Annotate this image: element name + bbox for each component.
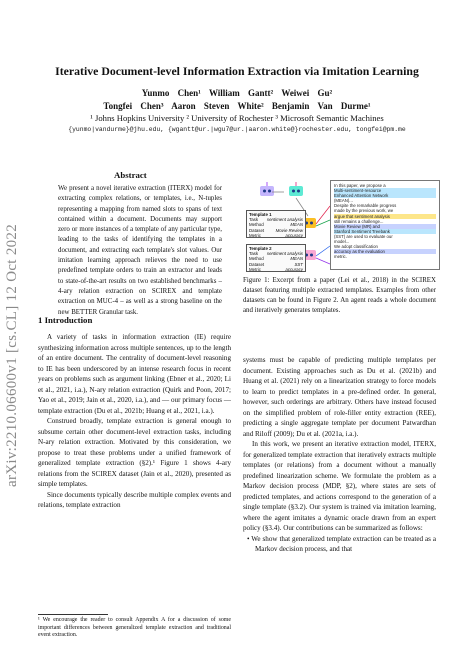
document-excerpt xyxy=(330,180,440,270)
paragraph: Since documents typically describe multiple complex events and relations, template extraction xyxy=(38,490,231,509)
doc-line: accuracy as the evaluation xyxy=(334,249,436,254)
arxiv-identifier: arXiv:2210.06600v1 [cs.CL] 12 Oct 2022 xyxy=(4,223,21,487)
template-row: Dataset SST xyxy=(249,261,303,267)
paragraph: In this work, we present an iterative extraction model, ITERX, for generalized template extraction that iteratively extracts multiple templates (or relations) from a document without a manually predefined linearization scheme. We formulate the problem as a Markov decision process (MDP, §2), where states are sets of predicted templates, and actions correspond to the generation of a single template (§3.2). Our system is trained via imitation learning, where the agent imitates a dynamic oracle drawn from an expert policy (§3.4). Our contributions can be summarized as follows: xyxy=(243,440,436,532)
doc-line: Despite the remarkable progress xyxy=(334,203,397,209)
template-row: Task sentiment analysis xyxy=(249,217,303,223)
template-row: Metric accuracy xyxy=(249,266,303,272)
robot-icon xyxy=(289,182,303,196)
abstract-text: We present a novel iterative extraction (ITERX) model for extracting complex relations, or templates, i.e., N-tuples representing a mapping from named slots to spans of text contained within a document. Documents may support zero or more instances of a template of any particular type, leading to the tasks of identifying the templates in a document, and extracting each template's slot values. Our imitation learning approach relieves the need to use predefined template orders to train an extractor and leads to state-of-the-art results on two established benchmarks – 4-ary relation extraction on SCIREX and template extraction on MUC-4 – as well as a strong baseline on the new BETTER Granular task. xyxy=(58,185,222,316)
template-row: Metric accuracy xyxy=(249,232,303,238)
paragraph: Construed broadly, template extraction is general enough to subsume certain other document-level extraction tasks, including N-ary relation extraction. Motivated by this consideration, we propose to treat these problems under a unified framework of generalized template extraction (§2).¹ Figure 1 shows 4-ary relations from the SCIREX dataset (Jain et al., 2020), presented as simple templates. xyxy=(38,417,231,488)
contribution-bullet: • We show that generalized template extraction can be treated as a Markov decision process, and that xyxy=(247,534,436,553)
affiliations: ¹ Johns Hopkins University ² University of Rochester ³ Microsoft Semantic Machines xyxy=(90,113,384,123)
doc-line: made by the previous work, we xyxy=(334,208,394,214)
template-1-card xyxy=(246,210,306,238)
doc-line: We adopt classification xyxy=(334,244,378,250)
arrow xyxy=(316,258,330,264)
doc-line: (SST) are used to evaluate our xyxy=(334,233,393,239)
paragraph: A variety of tasks in information extraction (IE) require synthesizing information across multiple sentences, up to the length of an entire document. The centrality of document-level reasoning to IE has been underscored by an intense research focus in recent years on problems such as argument linking (Ebner et al., 2020; Li et al., 2021, i.a.), N-ary relation extraction (Quirk and Poon, 2017; Yao et al., 2019; Jain et al., 2020, i.a.), and — our primary focus — template extraction (Du et al., 2021b; Huang et al., 2021, i.a.). xyxy=(38,333,231,415)
footnote-rule xyxy=(38,614,108,615)
doc-line: argue that sentiment analysis xyxy=(334,214,436,219)
authors-line-1: Yunmo Chen¹ William Gantt² Weiwei Gu² xyxy=(141,88,333,98)
doc-line: Multi-sentiment-resource xyxy=(334,188,436,193)
doc-line: Movie Review (MR) and xyxy=(334,224,436,229)
doc-line: still remains a challenge... xyxy=(334,218,384,224)
template-row: Task sentiment analysis xyxy=(249,251,303,257)
doc-line: Stanford Sentiment Treebank xyxy=(334,229,436,234)
authors-line-2: Tongfei Chen³ Aaron Steven White² Benjamin Van Durme¹ xyxy=(103,101,371,111)
left-column-body xyxy=(38,332,231,511)
template-row: Dataset Movie Review xyxy=(249,227,303,233)
author-emails: {yunmo|vandurme}@jhu.edu, {wgantt@ur.|wgu7@ur.|aaron.white@}rochester.edu, tongfei@pm.me xyxy=(68,126,406,133)
doc-line: (MEAN)... xyxy=(334,198,353,204)
paper-title: Iterative Document-level Information Extraction via Imitation Learning xyxy=(55,64,419,78)
doc-line: Enhanced Attention Network xyxy=(334,193,436,198)
right-column-body xyxy=(243,355,436,555)
doc-line: metric. xyxy=(334,254,347,260)
doc-line: model... xyxy=(334,239,350,245)
section-heading-introduction: 1 Introduction xyxy=(38,315,93,325)
arrow xyxy=(316,246,330,256)
template-row: Method MEAN xyxy=(249,256,303,262)
template-1-title: Template 1 xyxy=(249,212,272,217)
figure-1-caption: Figure 1: Excerpt from a paper (Lei et al., 2018) in the SCIREX dataset featuring multiple extracted templates. Examples from other datasets can be found in Figure 2. An agent reads a whole document and iteratively generates templates. xyxy=(243,277,436,314)
paragraph: systems must be capable of predicting multiple templates per document. Existing approaches such as Du et al. (2021b) and Huang et al. (2021) rely on a linearization strategy to force models to learn to predict templates in a pre-defined order. In general, however, such orderings are arbitrary. Others have instead focused on the simplified problem of role-filler entity extraction (REE), predicting a single aggregate template per document Patwardhan and Riloff (2009); Du et al. (2021a, i.a.). xyxy=(243,356,436,438)
template-2-card xyxy=(246,244,306,272)
doc-line: In this paper, we propose a xyxy=(334,183,386,188)
abstract-heading: Abstract xyxy=(114,170,147,180)
template-row: Method MEAN xyxy=(249,222,303,228)
robot-icon xyxy=(260,182,274,196)
arrow xyxy=(316,206,330,224)
template-2-title: Template 2 xyxy=(249,246,272,251)
footnote: ¹ We encourage the reader to consult Appendix A for a discussion of some important differences between generalized template extraction and traditional event extraction. xyxy=(38,617,231,638)
